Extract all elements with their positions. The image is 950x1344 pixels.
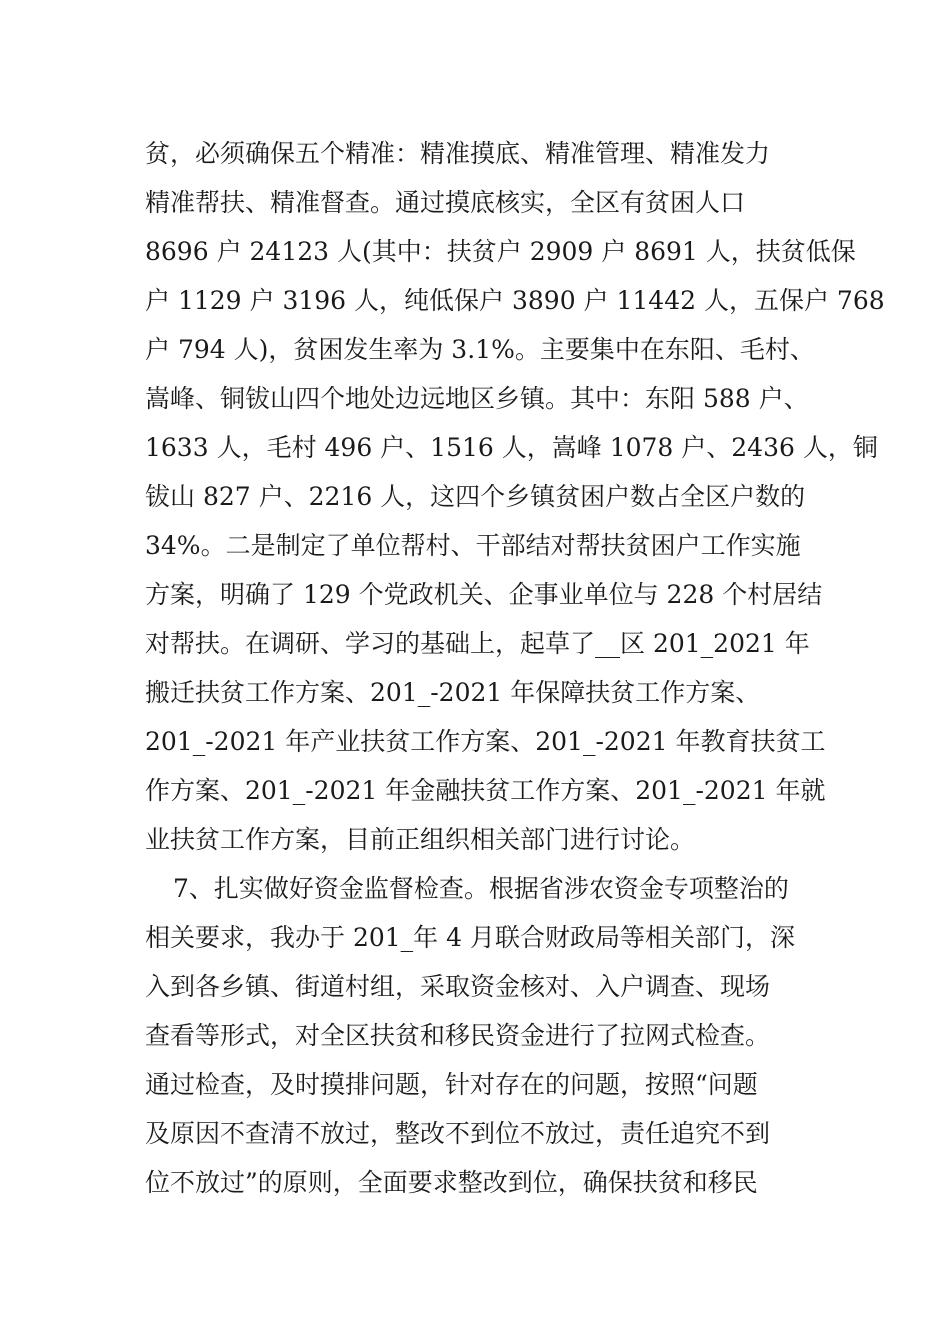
text-line: 及原因不查清不放过，整改不到位不放过，责任追究不到 bbox=[145, 1119, 771, 1148]
text-line: 方案，明确了 129 个党政机关、企事业单位与 228 个村居结 bbox=[145, 580, 823, 609]
text-line: 钹山 827 户、2216 人，这四个乡镇贫困户数占全区户数的 bbox=[145, 482, 806, 511]
text-line: 8696 户 24123 人(其中：扶贫户 2909 户 8691 人，扶贫低保 bbox=[145, 237, 856, 266]
text-line: 搬迁扶贫工作方案、201_-2021 年保障扶贫工作方案、 bbox=[145, 678, 761, 707]
text-line: 1633 人，毛村 496 户、1516 人，嵩峰 1078 户、2436 人，铜 bbox=[145, 433, 878, 462]
text-line: 34%。二是制定了单位帮村、干部结对帮扶贫困户工作实施 bbox=[145, 531, 801, 560]
text-line: 查看等形式，对全区扶贫和移民资金进行了拉网式检查。 bbox=[145, 1021, 771, 1050]
text-line: 业扶贫工作方案，目前正组织相关部门进行讨论。 bbox=[145, 825, 696, 854]
paragraph-start-line: 7、扎实做好资金监督检查。根据省涉农资金专项整治的 bbox=[173, 874, 789, 903]
body-text bbox=[145, 129, 885, 1207]
text-line: 位不放过”的原则，全面要求整改到位，确保扶贫和移民 bbox=[145, 1168, 758, 1197]
text-line: 户 1129 户 3196 人，纯低保户 3890 户 11442 人，五保户 768 bbox=[145, 286, 885, 315]
text-line: 相关要求，我办于 201_年 4 月联合财政局等相关部门，深 bbox=[145, 923, 795, 952]
text-line: 入到各乡镇、街道村组，采取资金核对、入户调查、现场 bbox=[145, 972, 771, 1001]
text-line: 精准帮扶、精准督查。通过摸底核实，全区有贫困人口 bbox=[145, 188, 746, 217]
text-line: 户 794 人)，贫困发生率为 3.1%。主要集中在东阳、毛村、 bbox=[145, 335, 815, 364]
text-line: 对帮扶。在调研、学习的基础上，起草了__区 201_2021 年 bbox=[145, 629, 810, 658]
text-line: 作方案、201_-2021 年金融扶贫工作方案、201_-2021 年就 bbox=[145, 776, 826, 805]
text-line: 通过检查，及时摸排问题，针对存在的问题，按照“问题 bbox=[145, 1070, 758, 1099]
text-line: 贫，必须确保五个精准：精准摸底、精准管理、精准发力 bbox=[145, 139, 771, 168]
text-line: 嵩峰、铜钹山四个地处边远地区乡镇。其中：东阳 588 户、 bbox=[145, 384, 809, 413]
text-line: 201_-2021 年产业扶贫工作方案、201_-2021 年教育扶贫工 bbox=[145, 727, 826, 756]
